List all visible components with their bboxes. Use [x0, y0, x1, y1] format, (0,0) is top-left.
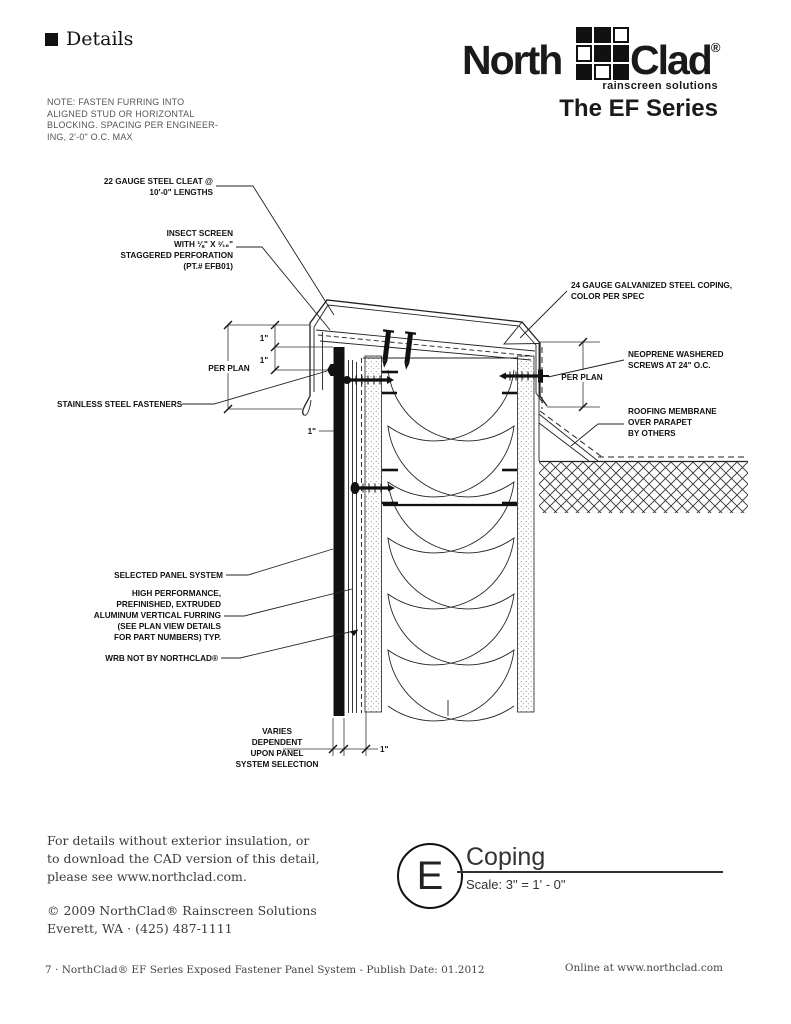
callout-furring: (SEE PLAN VIEW DETAILS: [117, 622, 221, 631]
title-underline: [457, 871, 723, 873]
logo-clad-text: Clad®: [630, 37, 721, 83]
panel-bar: [334, 347, 345, 716]
copyright-block: [47, 902, 317, 938]
callout-varies: VARIES: [262, 727, 292, 736]
callout-roofing-membrane: BY OTHERS: [628, 429, 676, 438]
callout-furring: FOR PART NUMBERS) TYP.: [113, 633, 221, 642]
dim-one-inch: 1": [259, 334, 269, 343]
dim-per-plan-right: PER PLAN: [561, 373, 603, 382]
note-line: NOTE: FASTEN FURRING INTO: [47, 97, 185, 107]
callout-panel-system: SELECTED PANEL SYSTEM: [114, 571, 223, 580]
note-line: ING, 2'-0" O.C. MAX: [47, 131, 133, 142]
cant-strip-line: [539, 414, 598, 461]
dim-one-inch: 1": [380, 745, 389, 754]
callout-roofing-membrane: ROOFING MEMBRANE: [628, 407, 717, 416]
exterior-sheathing: [365, 356, 382, 712]
cad-note-line: to download the CAD version of this detail,: [47, 851, 320, 866]
dim-per-plan-left: PER PLAN: [208, 364, 250, 373]
dim-one-inch: 1": [259, 356, 269, 365]
callout-coping: COLOR PER SPEC: [571, 292, 645, 301]
batt-insulation: [388, 370, 514, 721]
roof-deck-hatch: [539, 462, 748, 513]
series-title: The EF Series: [559, 95, 718, 122]
dim-one-inch: 1": [307, 427, 316, 436]
registered-mark: ®: [710, 40, 721, 55]
callout-insect-screen: STAGGERED PERFORATION: [120, 251, 233, 260]
callout-roofing-membrane: OVER PARAPET: [628, 418, 692, 427]
cad-download-note: [47, 832, 320, 886]
note-line: BLOCKING. SPACING PER ENGINEER-: [47, 120, 219, 130]
leader-lines: [182, 186, 624, 658]
panel-screw-upper: [343, 376, 394, 385]
detail-scale: Scale: 3" = 1' - 0": [466, 877, 566, 892]
callout-varies: SYSTEM SELECTION: [235, 760, 319, 769]
callout-cleat: 22 GAUGE STEEL CLEAT @: [103, 177, 213, 186]
callout-insect-screen: (PT.# EFB01): [183, 262, 233, 271]
details-heading: Details: [66, 28, 134, 50]
callout-stainless-fasteners: STAINLESS STEEL FASTENERS: [57, 400, 183, 409]
footer-right: Online at www.northclad.com: [564, 962, 723, 974]
callout-neoprene-screws: SCREWS AT 24" O.C.: [628, 361, 711, 370]
logo-tagline: rainscreen solutions: [602, 80, 718, 92]
callout-varies: DEPENDENT: [251, 738, 303, 747]
coping-hem-drip: [304, 400, 311, 415]
dimensions: [204, 321, 608, 756]
detail-letter: E: [416, 853, 444, 898]
footer-left: 7 · NorthClad® EF Series Exposed Fastener Panel System - Publish Date: 01.2012: [45, 964, 485, 976]
callout-varies: UPON PANEL: [250, 749, 304, 758]
stud-flanges: [382, 372, 517, 503]
detail-letter-badge: [397, 843, 463, 909]
copyright-line: © 2009 NorthClad® Rainscreen Solutions: [47, 903, 317, 918]
cad-note-line: please see www.northclad.com.: [47, 869, 247, 884]
callout-wrb: WRB NOT BY NORTHCLAD®: [105, 654, 218, 663]
wall-assembly: [316, 330, 535, 721]
callout-insect-screen: WITH ⅛" X ³⁄₁₆": [174, 240, 233, 249]
membrane-slope-dashed: [540, 411, 602, 457]
detail-title: Coping: [466, 843, 546, 871]
callout-neoprene-screws: NEOPRENE WASHERED: [628, 350, 724, 359]
cleat-hidden-line: [318, 335, 533, 356]
callout-furring: PREFINISHED, EXTRUDED: [116, 600, 221, 609]
callout-furring: ALUMINUM VERTICAL FURRING: [93, 611, 221, 620]
copyright-line: Everett, WA · (425) 487-1111: [47, 921, 233, 936]
logo-north-text: North: [462, 37, 562, 83]
cad-note-line: For details without exterior insulation, or: [47, 833, 310, 848]
callout-furring: HIGH PERFORMANCE,: [131, 589, 221, 598]
note-line: ALIGNED STUD OR HORIZONTAL: [47, 108, 195, 119]
blocking-line: [316, 330, 535, 351]
blocking-line: [320, 341, 531, 360]
callout-coping: 24 GAUGE GALVANIZED STEEL COPING,: [571, 281, 733, 290]
callout-cleat: 10'-0" LENGTHS: [149, 188, 213, 197]
callout-insect-screen: INSECT SCREEN: [166, 229, 233, 238]
interior-sheathing: [518, 356, 535, 712]
